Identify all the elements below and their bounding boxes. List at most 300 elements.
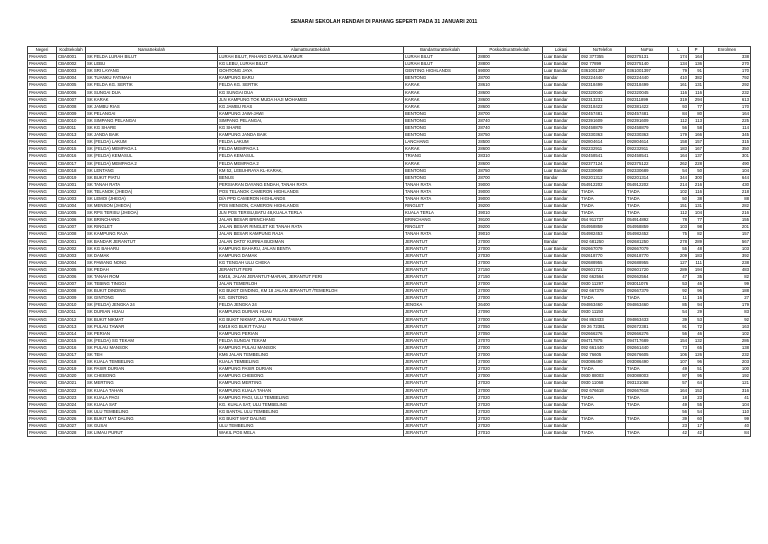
table-cell: FELDA KG. SERTIK: [218, 82, 404, 89]
table-cell: 131: [689, 82, 704, 89]
table-cell: PAHANG: [28, 352, 57, 359]
table-cell: 39000: [477, 188, 543, 195]
table-cell: CBA2017: [57, 352, 86, 359]
table-cell: CBA0008: [57, 103, 86, 110]
table-cell: 214: [669, 181, 689, 188]
table-cell: PAHANG: [28, 146, 57, 153]
table-cell: Luar Bandar: [543, 422, 580, 429]
table-cell: 152: [689, 387, 704, 394]
table-cell: 092 662564: [580, 274, 626, 281]
table-cell: 72: [689, 323, 704, 330]
table-cell: 94: [689, 302, 704, 309]
table-cell: Bandar: [543, 75, 580, 82]
table-cell: SK TELANOK (JHEOA): [86, 188, 218, 195]
table-cell: Luar Bandar: [543, 54, 580, 61]
table-cell: KG BUKIT DINDING, KM 18 JALAN JERANTUT /TEMERLOH: [218, 288, 404, 295]
table-cell: SK GUSAI: [86, 422, 218, 429]
table-cell: BENTONG: [404, 110, 477, 117]
table-cell: 092232911: [626, 146, 669, 153]
table-cell: 88: [704, 195, 751, 202]
table-cell: JERANTUT: [404, 266, 477, 273]
table-cell: KAMPUNG BAHARU, JALAN BENTA: [218, 245, 404, 252]
table-cell: CBA0006: [57, 89, 86, 96]
table-cell: 28600: [477, 96, 543, 103]
table-cell: KG. GINTONG: [218, 295, 404, 302]
table-body: [28, 54, 751, 437]
table-cell: PAHANG: [28, 330, 57, 337]
table-cell: 151: [669, 203, 689, 210]
table-cell: 27020: [477, 408, 543, 415]
table-cell: CBA2021: [57, 380, 86, 387]
table-cell: JALAN BESAR KAMPUNG RAJA: [218, 231, 404, 238]
column-header: PoskodSuratSekolah: [477, 47, 543, 54]
table-cell: [626, 309, 669, 316]
table-cell: BENTONG: [404, 75, 477, 82]
table-cell: PAHANG: [28, 210, 57, 217]
table-row: [28, 160, 751, 167]
table-cell: 65: [689, 344, 704, 351]
table-cell: KARAK: [404, 96, 477, 103]
table-cell: SK MERTING: [86, 380, 218, 387]
table-cell: 134: [669, 61, 689, 68]
table-cell: SK KUALA PAGI: [86, 394, 218, 401]
table-cell: JERANTUT FERI: [218, 266, 404, 273]
table-cell: PAHANG: [28, 224, 57, 231]
table-cell: 092318499: [580, 82, 626, 89]
table-cell: 092667079: [626, 245, 669, 252]
table-cell: 27020: [477, 422, 543, 429]
table-cell: 100: [704, 366, 751, 373]
table-cell: 91: [689, 68, 704, 75]
table-cell: CBA2024: [57, 401, 86, 408]
table-cell: 84: [669, 110, 689, 117]
table-cell: 092 76605: [580, 352, 626, 359]
table-cell: JERANTUT: [404, 366, 477, 373]
table-cell: 114: [704, 125, 751, 132]
table-cell: 092318422: [580, 103, 626, 110]
table-cell: [626, 422, 669, 429]
column-header: Negeri: [28, 47, 57, 54]
table-cell: KAMPUNG JANDA BAIK: [218, 132, 404, 139]
table-cell: 567: [704, 238, 751, 245]
table-cell: BENUS: [218, 174, 404, 181]
table-cell: PAHANG: [28, 252, 57, 259]
table-cell: 0930 11068: [580, 380, 626, 387]
table-cell: 23: [669, 422, 689, 429]
table-cell: 092 377355: [580, 54, 626, 61]
table-cell: KAMPUNG DURIAN HIJAU: [218, 309, 404, 316]
table-cell: TIADA: [626, 401, 669, 408]
table-cell: 39: [669, 316, 689, 323]
table-cell: Bandar: [543, 238, 580, 245]
table-cell: POS TELANOK CAMERON HIGHLANDS: [218, 188, 404, 195]
table-cell: 270: [704, 61, 751, 68]
table-cell: 093086490: [580, 359, 626, 366]
table-row: [28, 75, 751, 82]
table-cell: GENTING HIGHLANDS: [404, 68, 477, 75]
table-cell: 092330363: [626, 132, 669, 139]
table-cell: 316: [704, 387, 751, 394]
table-cell: SK RINGLET: [86, 224, 218, 231]
table-cell: KM 52, LEBUHRAYA KL-KARAK,: [218, 167, 404, 174]
table-cell: PAHANG: [28, 68, 57, 75]
table-cell: 27050: [477, 323, 543, 330]
table-cell: JLN KAMPUNG TOK MUDA HAJI MOHAMED: [218, 96, 404, 103]
table-cell: LANCHANG: [404, 139, 477, 146]
table-cell: 092666276: [626, 330, 669, 337]
table-cell: KM6 JALAN TEMBELING: [218, 352, 404, 359]
table-cell: 137: [689, 153, 704, 160]
table-cell: 18: [669, 394, 689, 401]
table-cell: Luar Bandar: [543, 195, 580, 202]
table-cell: 27090: [477, 309, 543, 316]
table-cell: FELDA MEMPAGA 1: [218, 146, 404, 153]
table-cell: 112: [669, 117, 689, 124]
table-cell: 161: [669, 82, 689, 89]
table-cell: 27000: [477, 387, 543, 394]
table-cell: PAHANG: [28, 195, 57, 202]
table-cell: Luar Bandar: [543, 366, 580, 373]
table-cell: 092458879: [580, 125, 626, 132]
table-cell: PAHANG: [28, 75, 57, 82]
table-cell: 64: [689, 380, 704, 387]
table-cell: 093011076: [626, 281, 669, 288]
table-cell: SK BANDAR JERANTUT: [86, 238, 218, 245]
table-cell: 092201312: [580, 174, 626, 181]
table-cell: 094 863433: [580, 316, 626, 323]
table-cell: 094863460: [580, 302, 626, 309]
table-cell: 164: [689, 54, 704, 61]
table-cell: PAHANG: [28, 295, 57, 302]
table-cell: CBA0004: [57, 75, 86, 82]
table-cell: 092457481: [626, 110, 669, 117]
table-cell: 490: [704, 160, 751, 167]
table-cell: CBA0002: [57, 61, 86, 68]
table-cell: 27000: [477, 245, 543, 252]
table-cell: KAMPUNG KUALA TAHAN: [218, 387, 404, 394]
table-cell: PAHANG: [28, 82, 57, 89]
table-row: [28, 238, 751, 245]
table-cell: SK (FELDA) SG TEKAM: [86, 337, 218, 344]
table-cell: 392: [704, 252, 751, 259]
table-cell: 56: [669, 408, 689, 415]
table-cell: Luar Bandar: [543, 359, 580, 366]
table-cell: FELDA LAKUM: [218, 139, 404, 146]
table-cell: 41: [704, 394, 751, 401]
table-cell: PAHANG: [28, 288, 57, 295]
table-cell: 092458541: [626, 153, 669, 160]
table-cell: PAHANG: [28, 188, 57, 195]
table-cell: 613: [704, 96, 751, 103]
table-cell: 73: [669, 344, 689, 351]
table-cell: 093086490: [626, 359, 669, 366]
table-cell: PAHANG: [28, 266, 57, 273]
table-row: [28, 82, 751, 89]
table-cell: 110: [704, 408, 751, 415]
table-cell: TIADA: [626, 195, 669, 202]
table-cell: 319: [669, 96, 689, 103]
table-cell: 85: [669, 302, 689, 309]
table-cell: 092667079: [580, 245, 626, 252]
table-cell: 27000: [477, 316, 543, 323]
table-cell: 28700: [477, 110, 543, 117]
table-cell: 166: [689, 132, 704, 139]
document-title: SENARAI SEKOLAH RENDAH DI PAHANG SEPERTI PADA 31 JANUARI 2011: [290, 19, 478, 25]
table-cell: 092377124: [580, 160, 626, 167]
table-cell: PAHANG: [28, 366, 57, 373]
table-row: [28, 422, 751, 429]
table-cell: KG. KUALA SAT, ULU TEMBELING: [218, 401, 404, 408]
table-cell: 55: [689, 401, 704, 408]
table-cell: CBA2013: [57, 323, 86, 330]
table-cell: JERANTUT: [404, 352, 477, 359]
table-cell: PAHANG: [28, 139, 57, 146]
table-cell: 27020: [477, 415, 543, 422]
table-cell: 39000: [477, 195, 543, 202]
table-cell: 154: [669, 337, 689, 344]
table-cell: 289: [689, 238, 704, 245]
table-cell: Luar Bandar: [543, 125, 580, 132]
table-cell: SK KG SHARE: [86, 125, 218, 132]
table-cell: SIMPANG PELANGAI,: [218, 117, 404, 124]
table-cell: SK PULAU MANSOK: [86, 344, 218, 351]
table-cell: CBA2009: [57, 295, 86, 302]
table-cell: Luar Bandar: [543, 387, 580, 394]
table-row: [28, 54, 751, 61]
column-header: L: [669, 47, 689, 54]
table-cell: 158: [669, 139, 689, 146]
table-cell: CBA2018: [57, 359, 86, 366]
table-cell: Luar Bandar: [543, 132, 580, 139]
table-cell: PAHANG: [28, 394, 57, 401]
table-row: [28, 153, 751, 160]
table-cell: KAMPUNG PULAU MANSOK: [218, 344, 404, 351]
table-cell: TIADA: [626, 295, 669, 302]
table-cell: SK SRI LAYANG: [86, 68, 218, 75]
table-cell: 98: [689, 224, 704, 231]
table-cell: Luar Bandar: [543, 352, 580, 359]
table-cell: 170: [704, 103, 751, 110]
table-cell: CBA1004: [57, 203, 86, 210]
table-cell: Luar Bandar: [543, 288, 580, 295]
table-row: [28, 295, 751, 302]
table-cell: 054958859: [626, 224, 669, 231]
table-cell: 157: [689, 139, 704, 146]
table-cell: 28600: [477, 89, 543, 96]
table-cell: SK PERIAN: [86, 330, 218, 337]
table-cell: 092672381: [626, 323, 669, 330]
table-cell: CBA1006: [57, 217, 86, 224]
table-cell: TIADA: [580, 203, 626, 210]
table-cell: 092458879: [626, 125, 669, 132]
table-row: [28, 430, 751, 437]
table-cell: 0930 88003: [580, 373, 626, 380]
table-cell: SK GINTONG: [86, 295, 218, 302]
table-cell: 79: [669, 68, 689, 75]
table-cell: Luar Bandar: [543, 401, 580, 408]
table-cell: TIADA: [580, 195, 626, 202]
table-cell: SK (FELDA) LAKUM: [86, 139, 218, 146]
table-cell: 93: [669, 103, 689, 110]
table-cell: PAHANG: [28, 337, 57, 344]
school-table: [27, 46, 751, 437]
table-cell: 28500: [477, 139, 543, 146]
table-cell: PAHANG: [28, 174, 57, 181]
table-cell: TIADA: [580, 210, 626, 217]
table-cell: 53: [669, 281, 689, 288]
table-row: [28, 139, 751, 146]
table-cell: SK TEH: [86, 352, 218, 359]
table-cell: 92: [669, 288, 689, 295]
table-cell: BRINCHANG: [404, 217, 477, 224]
table-cell: 093131068: [626, 380, 669, 387]
table-cell: JERANTUT: [404, 380, 477, 387]
column-header: BandarSuratSekolah: [404, 47, 477, 54]
table-cell: 116: [689, 188, 704, 195]
table-cell: 28310: [477, 153, 543, 160]
table-cell: 092 661440: [580, 344, 626, 351]
table-row: [28, 401, 751, 408]
table-cell: 054914892: [626, 217, 669, 224]
table-cell: CBA1007: [57, 224, 86, 231]
table-cell: ULU TEMBELING: [218, 422, 404, 429]
table-row: [28, 259, 751, 266]
table-cell: Luar Bandar: [543, 337, 580, 344]
table-cell: SK LEMOI (JHEOA): [86, 195, 218, 202]
table-cell: TIADA: [626, 394, 669, 401]
table-cell: CBA2003: [57, 252, 86, 259]
table-cell: Luar Bandar: [543, 316, 580, 323]
table-cell: CBA0010: [57, 117, 86, 124]
table-cell: JERANTUT: [404, 252, 477, 259]
table-cell: CBA2008: [57, 288, 86, 295]
table-cell: 39200: [477, 224, 543, 231]
table-cell: 54: [669, 309, 689, 316]
table-cell: 116: [669, 89, 689, 96]
table-cell: JERANTUT: [404, 316, 477, 323]
table-row: [28, 231, 751, 238]
table-cell: 47: [669, 274, 689, 281]
table-row: [28, 323, 751, 330]
table-cell: 116: [689, 89, 704, 96]
table-cell: PAHANG: [28, 302, 57, 309]
table-cell: 092391609: [580, 117, 626, 124]
table-cell: KAMPUNG JAWI-JAWI: [218, 110, 404, 117]
table-cell: 092330363: [580, 132, 626, 139]
table-cell: BENTONG: [404, 125, 477, 132]
table-cell: 99: [704, 415, 751, 422]
table-header: [28, 47, 751, 54]
table-cell: TIADA: [580, 188, 626, 195]
table-row: [28, 274, 751, 281]
table-cell: KG BUKIT NIKMAT, JALAN PULAU TAWAR: [218, 316, 404, 323]
table-cell: PAHANG: [28, 274, 57, 281]
table-cell: PAHANG: [28, 181, 57, 188]
table-cell: 102: [704, 330, 751, 337]
table-cell: KARAK: [404, 89, 477, 96]
table-cell: KARAK: [404, 146, 477, 153]
table-cell: 093088003: [626, 373, 669, 380]
table-cell: CBA0013: [57, 132, 86, 139]
table-cell: CBA0007: [57, 96, 86, 103]
table-cell: Luar Bandar: [543, 89, 580, 96]
table-cell: SK PEDAH: [86, 266, 218, 273]
table-cell: 103: [704, 245, 751, 252]
table-row: [28, 344, 751, 351]
table-row: [28, 373, 751, 380]
table-cell: 163: [704, 323, 751, 330]
table-cell: KARAK: [404, 160, 477, 167]
table-cell: JERANTUT: [404, 387, 477, 394]
table-cell: 092375140: [626, 61, 669, 68]
table-cell: PERSIARAN DAYANG ENDAH, TANAH RATA: [218, 181, 404, 188]
table-cell: KAMPUNG BARU: [218, 75, 404, 82]
table-cell: 054958859: [580, 224, 626, 231]
table-row: [28, 210, 751, 217]
table-cell: 99: [704, 281, 751, 288]
table-cell: SK BUKIT DINDING: [86, 288, 218, 295]
table-cell: 27000: [477, 259, 543, 266]
table-row: [28, 415, 751, 422]
table-cell: 092320045: [626, 89, 669, 96]
table-cell: 092681250: [626, 238, 669, 245]
table-cell: JALAN TEMERLOH: [218, 281, 404, 288]
table-cell: 344: [669, 174, 689, 181]
table-cell: JERANTUT: [404, 295, 477, 302]
table-row: [28, 337, 751, 344]
table-cell: 27030: [477, 252, 543, 259]
table-cell: SK KG BAHARU: [86, 245, 218, 252]
column-header: Lokasi: [543, 47, 580, 54]
table-cell: 53: [689, 316, 704, 323]
table-cell: CBA0001: [57, 54, 86, 61]
table-row: [28, 224, 751, 231]
table-cell: 430: [704, 181, 751, 188]
table-cell: CBA2026: [57, 415, 86, 422]
table-cell: SK (FELDA) MEMPAGA 1: [86, 146, 218, 153]
table-cell: 27020: [477, 380, 543, 387]
table-cell: Luar Bandar: [543, 96, 580, 103]
table-cell: KAMPUNG PERIAN: [218, 330, 404, 337]
table-cell: 092375131: [626, 54, 669, 61]
table-cell: SK TANAH ROM: [86, 274, 218, 281]
table-cell: 194: [689, 266, 704, 273]
table-cell: KM19 KG BUKIT TAJAU: [218, 323, 404, 330]
table-cell: CBA2022: [57, 387, 86, 394]
table-row: [28, 68, 751, 75]
table-cell: 27010: [477, 430, 543, 437]
table-row: [28, 61, 751, 68]
table-cell: 82: [704, 274, 751, 281]
table-cell: KARAK: [404, 82, 477, 89]
table-cell: CBA2028: [57, 430, 86, 437]
table-cell: 054982453: [580, 231, 626, 238]
table-cell: SK BUKIT PIATU: [86, 174, 218, 181]
table-row: [28, 316, 751, 323]
table-cell: 092313231: [580, 96, 626, 103]
table-cell: TIADA: [626, 188, 669, 195]
table-cell: CBA2016: [57, 344, 86, 351]
table-cell: 292: [704, 82, 751, 89]
table-cell: CBA0017: [57, 160, 86, 167]
table-cell: 092618770: [626, 252, 669, 259]
table-cell: KAMPUNG PASIR DURIAN: [218, 366, 404, 373]
table-cell: 27: [704, 295, 751, 302]
table-cell: JERANTUT: [404, 309, 477, 316]
table-cell: CBA1001: [57, 181, 86, 188]
table-row: [28, 387, 751, 394]
table-cell: 382: [689, 75, 704, 82]
